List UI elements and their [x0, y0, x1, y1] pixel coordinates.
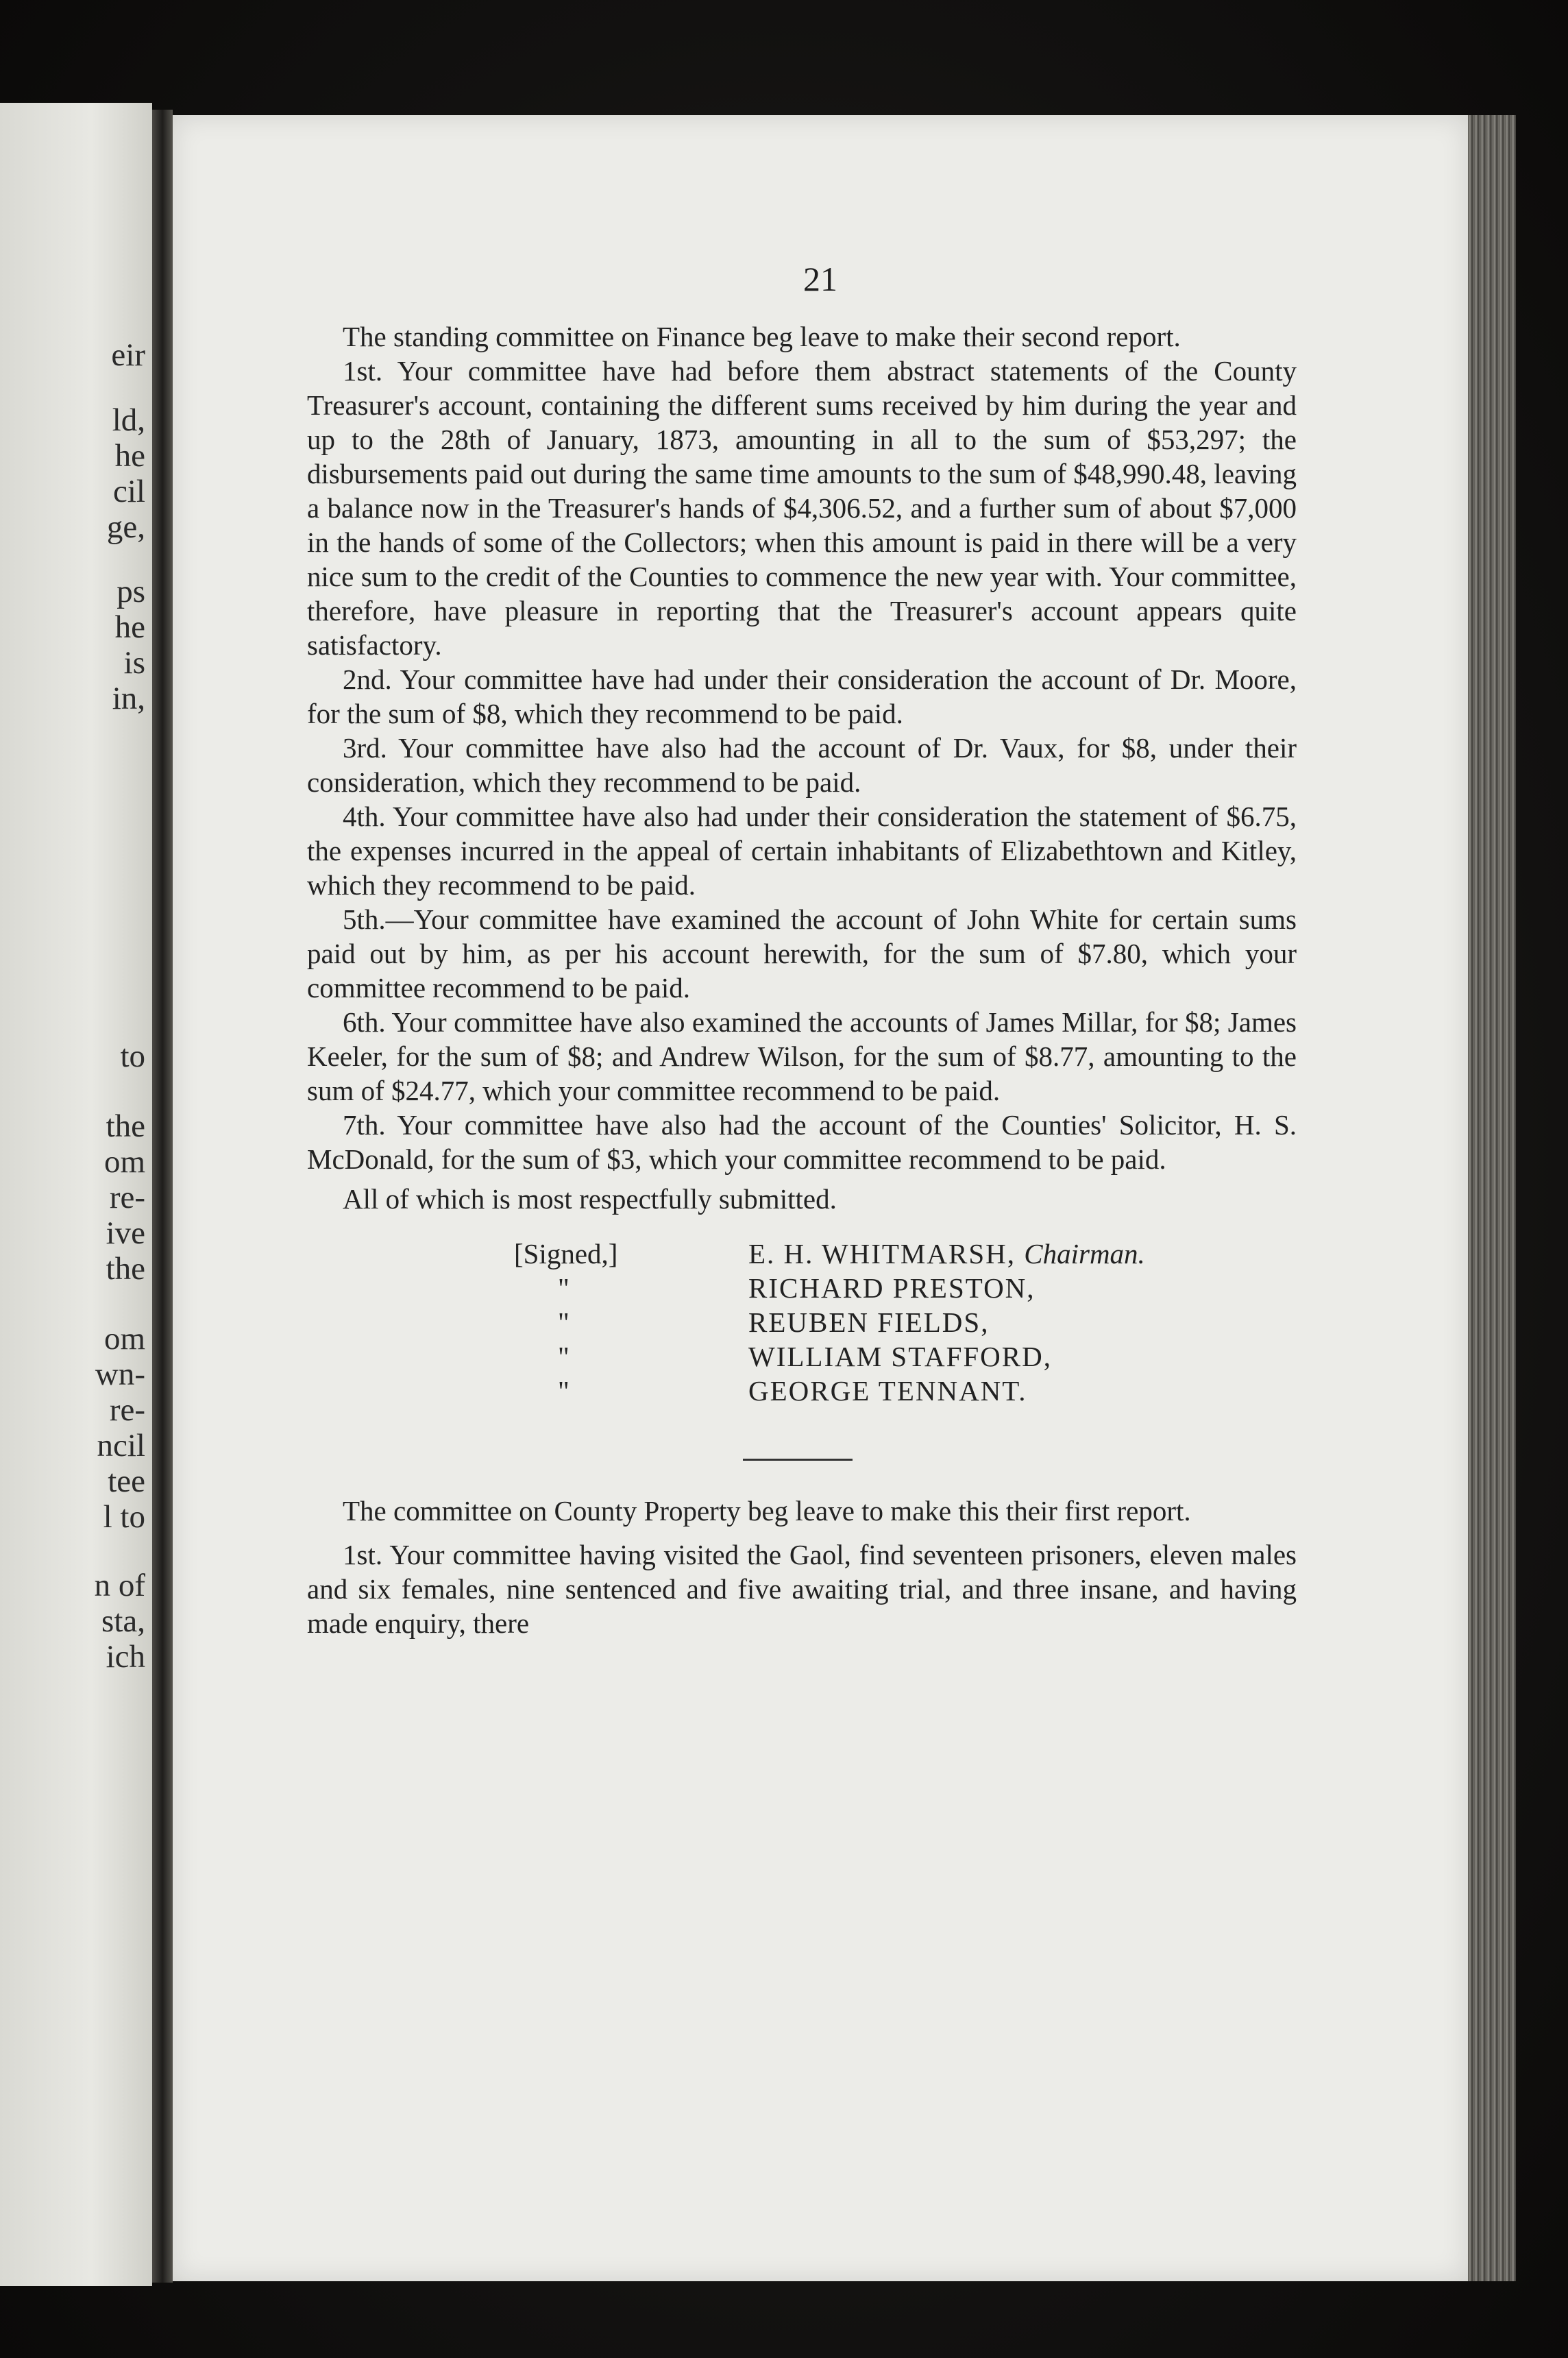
- signature-row: [307, 1237, 1297, 1271]
- left-page-fragment: the: [106, 1108, 145, 1144]
- finance-report-item: 1st. Your committee have had before them abstract statements of the County Treasurer's account, containing the different sums received by him during the year and up to the 28th of January, 1873, amounting in all to the sum of $53,297; the disbursements paid out during the same time amounts to the sum of $48,990.48, leaving a balance now in the Treasurer's hands of $4,306.52, and a further sum of about $7,000 in the hands of some of the Collectors; when this amount is paid in there will be a very nice sum to the credit of the Counties to commence the new year with. Your committee, therefore, have pleasure in reporting that the Treasurer's account appears quite satisfactory.: [307, 355, 1297, 661]
- finance-report-item: 3rd. Your committee have also had the account of Dr. Vaux, for $8, under their consideration, which they recommend to be paid.: [307, 732, 1297, 798]
- finance-report-item: 2nd. Your committee have had under their consideration the account of Dr. Moore, for the sum of $8, which they recommend to be paid.: [307, 664, 1297, 729]
- signatory-name: REUBEN FIELDS,: [748, 1306, 990, 1338]
- document-page: [173, 115, 1468, 2281]
- left-page-fragment: ncil: [97, 1428, 145, 1463]
- signature-mark: [Signed,]: [514, 1238, 618, 1269]
- left-page-fragment: om: [103, 1321, 145, 1357]
- signature-row: [307, 1271, 1297, 1305]
- signatory-name: WILLIAM STAFFORD,: [748, 1341, 1052, 1372]
- signatory-name: GEORGE TENNANT.: [748, 1375, 1027, 1407]
- closing-line: All of which is most respectfully submitted.: [343, 1183, 837, 1215]
- page-stack-edge: [1468, 115, 1516, 2281]
- ditto-mark: ": [558, 1306, 569, 1338]
- page-number: 21: [803, 260, 837, 298]
- signature-block: [307, 1237, 1297, 1423]
- left-page-fragment: ge,: [106, 509, 145, 545]
- left-page-fragment: ld,: [112, 402, 145, 438]
- left-page-fragment: ive: [106, 1215, 145, 1251]
- signature-row: [307, 1374, 1297, 1408]
- ditto-mark: ": [558, 1272, 569, 1304]
- county-property-report-item: 1st. Your committee having visited the Gaol, find seventeen prisoners, eleven males and six females, nine sentenced and five awaiting trial, and three insane, and having made enquiry, there: [307, 1539, 1297, 1639]
- left-page-fragment: he: [114, 438, 145, 474]
- ditto-mark: ": [558, 1375, 569, 1407]
- left-page-fragment: sta,: [101, 1603, 145, 1639]
- left-page-fragment: re-: [109, 1180, 145, 1215]
- previous-page-edge: [0, 103, 152, 2286]
- left-page-fragment: n of: [94, 1568, 145, 1603]
- signatory-name: RICHARD PRESTON,: [748, 1272, 1036, 1304]
- left-page-fragment: cil: [113, 474, 145, 509]
- section-divider: [743, 1459, 853, 1461]
- book-gutter: [152, 110, 173, 2283]
- left-page-fragment: wn-: [95, 1357, 145, 1392]
- finance-report-item: 6th. Your committee have also examined the accounts of James Millar, for $8; James Keeler, for the sum of $8; and Andrew Wilson, for the sum of $8.77, amounting to the sum of $24.77, which your committee recommend to be paid.: [307, 1006, 1297, 1106]
- left-page-fragment: to: [120, 1038, 145, 1074]
- left-page-fragment: ps: [117, 574, 145, 609]
- finance-report-item: 5th.—Your committee have examined the account of John White for certain sums paid out by him, as per his account herewith, for the sum of $7.80, which your committee recommend to be paid.: [307, 903, 1297, 1004]
- left-page-fragment: he: [114, 609, 145, 645]
- finance-report-item: 7th. Your committee have also had the account of the Counties' Solicitor, H. S. McDonald, for the sum of $3, which your committee recommend to be paid.: [307, 1109, 1297, 1175]
- left-page-fragment: ich: [106, 1639, 145, 1675]
- left-page-fragment: the: [106, 1251, 145, 1287]
- left-page-fragment: eir: [111, 337, 145, 373]
- left-page-fragment: om: [103, 1144, 145, 1180]
- left-page-fragment: in,: [112, 681, 145, 716]
- finance-report-item: 4th. Your committee have also had under their consideration the statement of $6.75, the expenses incurred in the appeal of certain inhabitants of Elizabethtown and Kitley, which they recommend to be paid.: [307, 801, 1297, 901]
- left-page-fragment: l to: [103, 1499, 145, 1535]
- finance-report-intro: The standing committee on Finance beg leave to make their second report.: [343, 321, 1181, 352]
- signature-row: [307, 1305, 1297, 1339]
- page-body: [307, 319, 1297, 1640]
- left-page-fragment: re-: [109, 1392, 145, 1428]
- ditto-mark: ": [558, 1341, 569, 1372]
- left-page-fragment: is: [123, 645, 145, 681]
- left-page-fragment: tee: [108, 1463, 145, 1499]
- signatory-name: E. H. WHITMARSH, Chairman.: [748, 1238, 1145, 1269]
- signature-row: [307, 1339, 1297, 1374]
- signatory-title: Chairman.: [1024, 1238, 1145, 1269]
- county-property-report-intro: The committee on County Property beg leave to make this their first report.: [343, 1495, 1191, 1527]
